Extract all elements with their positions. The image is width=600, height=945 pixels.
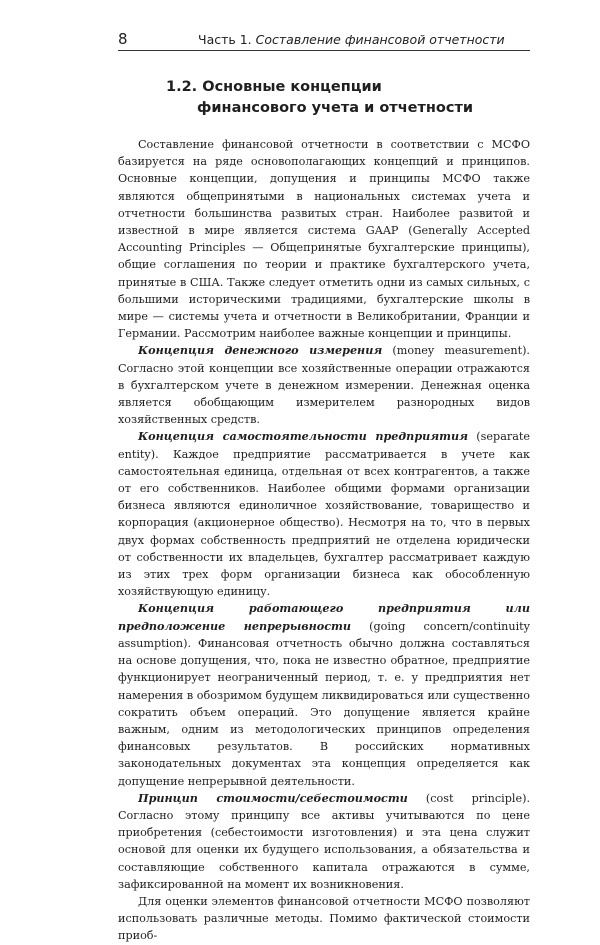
paragraph [118, 428, 530, 600]
page-number: 8 [118, 30, 128, 48]
paragraph [118, 342, 530, 428]
running-header [118, 28, 530, 51]
paragraph-text: (cost principle). Согласно этому принципу все активы учитываются по цене приобретения (себестоимости изготовления) и эта цена служит основой для оценки их будущего использования, а обязательства и составляющие собственного капитала отражаются в сумме, зафиксированной на момент их возникновения. [118, 791, 531, 891]
paragraph-text: (money measurement). Согласно этой концепции все хозяйственные операции отражаются в бухгалтерском учете в денежном измерении. Денежная оценка является обобщающим измерителем разнородных видов хозяйственных средств. [118, 344, 530, 427]
book-page [118, 28, 530, 945]
paragraph-text: Составление финансовой отчетности в соответствии с МСФО базируется на ряде основополагающих концепций и принципов. Основные концепции, допущения и принципы МСФО также являются общепринятыми в национальных системах учета и отчетности большинства развитых стран. Наиболее развитой и известной в мире является система GAAP (Generally Accepted Accounting Principles — Общепринятые бухгалтерские принципы), общие соглашения по теории и практике бухгалтерского учета, принятые в США. Также следует отметить одни из самых сильных, с большими историческими традициями, бухгалтерские школы в мире — системы учета и отчетности в Великобритании, Франции и Германии. Рассмотрим наиболее важные концепции и принципы. [118, 138, 530, 341]
section-title-line2: финансового учета и отчетности [197, 100, 474, 116]
section-title-line1: 1.2. Основные концепции [166, 79, 382, 95]
concept-term: Концепция самостоятельности предприятия [138, 429, 469, 444]
paragraph [118, 136, 530, 342]
part-label: Часть 1. [198, 32, 252, 47]
running-head [198, 32, 505, 47]
paragraph [118, 600, 530, 789]
paragraph-text: (separate entity). Каждое предприятие рассматривается в учете как самостоятельная единица, отдельная от всех контрагентов, а также от его собственников. Наиболее общими формами организации бизнеса являются единоличное хозяйствование, товарищество и корпорация (акционерное общество). Несмотря на то, что в первых двух формах собственность предприятий не отделена юридически от собственности их владельцев, бухгалтер рассматривает каждую из этих трех форм организации бизнеса как обособленную хозяйствующую единицу. [118, 430, 531, 599]
body-text [118, 136, 530, 945]
part-title: Составление финансовой отчетности [255, 32, 505, 47]
concept-term: Концепция денежного измерения [138, 343, 383, 358]
paragraph-text: Для оценки элементов финансовой отчетности МСФО позволяют использовать различные методы. Помимо фактической стоимости приоб- [118, 894, 530, 943]
paragraph [118, 790, 530, 893]
paragraph-text: (going concern/continuity assumption). Финансовая отчетность обычно должна составляться на основе допущения, что, пока не известно обратное, предприятие функционирует неограниченный период, т. е. у предприятия нет намерения в обозримом будущем ликвидироваться или существенно сократить объем операций. Это допущение является крайне важным, одним из методологических принципов определения финансовых результатов. В российских нормативных законодательных документах эта концепция определяется как допущение непрерывной деятельности. [118, 619, 530, 788]
concept-term: Концепция работающего предприятия или предположение непрерывности [118, 601, 530, 633]
paragraph [118, 893, 530, 945]
concept-term: Принцип стоимости/себестоимости [138, 790, 408, 805]
section-title [166, 77, 530, 119]
